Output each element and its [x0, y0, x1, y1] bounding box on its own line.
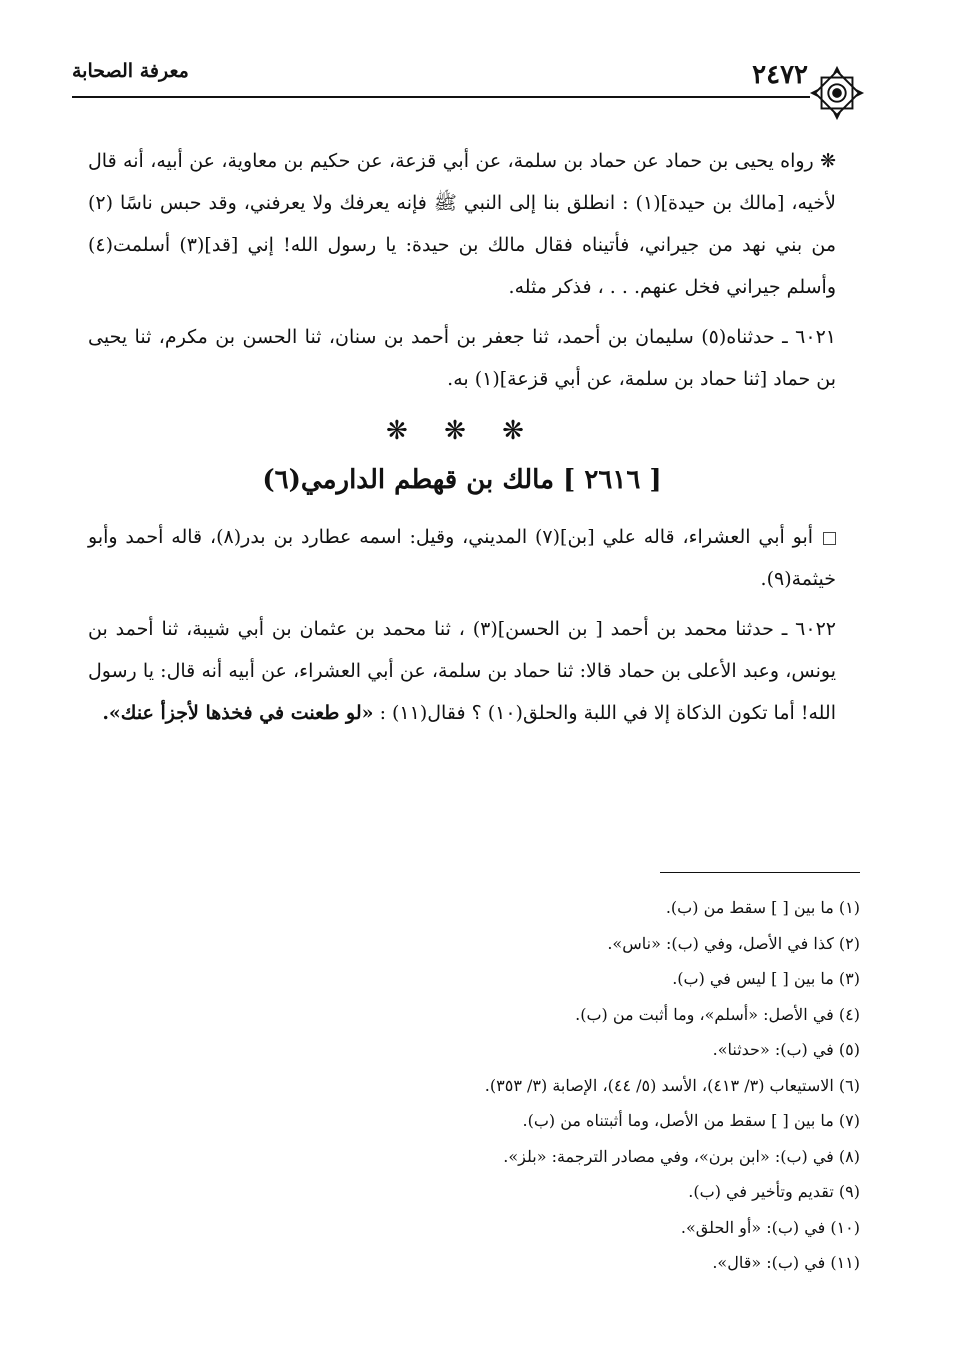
footnote-5: (٥) في (ب): «حدثنا».: [712, 1040, 860, 1059]
main-text: [88, 140, 836, 734]
paragraph-3-text: أبو أبي العشراء، قاله علي [بن](٧) المديني، وقيل: اسمه عطارد بن بدر(٨)، قاله أحمد وأبو خيثمة(٩).: [88, 526, 836, 590]
footnote-10: (١٠) في (ب): «أو الحلق».: [680, 1217, 860, 1237]
footnote-4: (٤) في الأصل: «أسلم»، وما أثبت من (ب).: [575, 1004, 860, 1024]
hadith-quote: «لو طعنت في فخذها لأجزأ عنك».: [102, 702, 374, 724]
footnotes: [300, 890, 860, 1281]
paragraph-4-text: ٦٠٢٢ ـ حدثنا محمد بن أحمد [ بن الحسن](٣) ، ثنا محمد بن عثمان بن أبي شيبة، ثنا أحمد بن يونس، وعبد الأعلى بن حماد قالا: ثنا حماد بن سلمة، عن أبي العشراء، عن أبيه أنه قال: يا رسول الله! أما تكون الذكاة إلا في اللبة والحلق(١٠) ؟ فقال(١١) :: [88, 618, 836, 724]
entry-heading: [ ٢٦١٦ ] مالك بن قهطم الدارمي(٦): [262, 465, 662, 495]
footnote-3: (٣) ما بين [ ] ليس في (ب).: [672, 969, 860, 988]
footnote-1: (١) ما بين [ ] سقط من (ب).: [665, 898, 860, 917]
paragraph-4: [88, 608, 836, 734]
footnote-8: (٨) في (ب): «ابن برن»، وفي مصادر الترجمة: «بلز».: [503, 1146, 860, 1166]
footnote-2: (٢) كذا في الأصل، وفي (ب): «ناس».: [607, 933, 860, 953]
section-separator: ❋ ❋ ❋: [386, 416, 538, 446]
square-bullet-icon: [823, 532, 836, 545]
footnote-9: (٩) تقديم وتأخير في (ب).: [688, 1182, 860, 1201]
paragraph-2: ٦٠٢١ ـ حدثناه(٥) سليمان بن أحمد، ثنا جعفر بن أحمد بن سنان، ثنا الحسن بن مكرم، ثنا يحيى بن حماد [ثنا حماد بن سلمة، عن أبي قزعة](١) به.: [88, 326, 836, 390]
running-title: معرفة الصحابة: [72, 60, 189, 82]
footnote-11: (١١) في (ب): «قال».: [712, 1253, 860, 1272]
paragraph-1: ❋ رواه يحيى بن حماد عن حماد بن سلمة، عن أبي قزعة، عن حكيم بن معاوية، عن أبيه، أنه قال لأخيه، [مالك بن حيدة](١) : انطلق بنا إلى النبي ﷺ فإنه يعرفك ولا يعرفني، وقد حبس ناسًا (٢) من بني نهد من جيراني، فأتيناه فقال مالك بن حيدة: يا رسول الله! إني [قد](٣) أسلمت(٤) وأسلم جيراني فخل عنهم. . . ، فذكر مثله.: [88, 150, 836, 298]
header-rule: [72, 96, 810, 98]
paragraph-3: [88, 516, 836, 600]
footnote-7: (٧) ما بين [ ] سقط من الأصل، وما أثبتناه من (ب).: [522, 1111, 860, 1130]
footnote-rule: [660, 872, 860, 873]
footnote-6: (٦) الاستيعاب (٣/ ٤١٣)، الأسد (٥/ ٤٤)، الإصابة (٣/ ٣٥٣).: [484, 1075, 860, 1095]
ornament-icon: [808, 64, 866, 122]
page-number: ٢٤٧٢: [752, 60, 808, 90]
